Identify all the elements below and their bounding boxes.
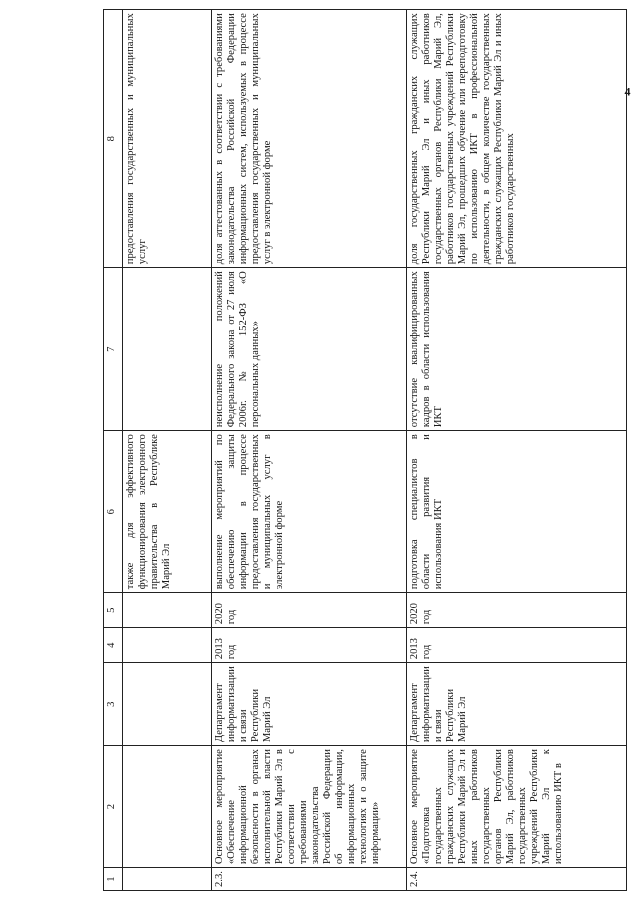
- column-number: 1: [104, 868, 123, 891]
- end-year: 2020 год: [407, 593, 627, 628]
- column-number: 2: [104, 746, 123, 868]
- row-number: [123, 868, 212, 891]
- start-year: 2013 год: [212, 628, 407, 663]
- measure-name: Основное мероприятие «Подготовка государственных гражданских служащих Республики Марий Эл и иных работников государственных органов Республики Марий Эл, работников государственных учреждений Республики Марий Эл к использованию ИКТ в: [407, 746, 627, 868]
- consequences: неисполнение положений Федерального закона от 27 июля 2006г. № 152-ФЗ «О персональных данных»: [212, 268, 407, 431]
- column-number: 8: [104, 10, 123, 268]
- expected-result: подготовка специалистов в области развития и использования ИКТ: [407, 431, 627, 593]
- measure-name: Основное мероприятие «Обеспечение информационной безопасности в органах исполнительной власти Республики Марий Эл в соответствии с требованиями законодательства Российской Федерации об информации, информационных технологиях и о защите информации»: [212, 746, 407, 868]
- table-row: [123, 10, 212, 891]
- consequences: отсутствие квалифицированных кадров в области использования ИКТ: [407, 268, 627, 431]
- page-number: 4: [624, 84, 631, 99]
- table-row: [407, 10, 627, 891]
- indicator-link: доля государственных гражданских служащих Республики Марий Эл и иных работников государственных органов Республики Марий Эл, работников государственных учреждений Республики Марий Эл, прошедших обучение или переподготовку по использованию ИКТ в профессиональной деятельности, в общем количестве государственных гражданских служащих Республики Марий Эл и иных работников государственных: [407, 10, 627, 268]
- end-year: 2020 год: [212, 593, 407, 628]
- row-number: 2.3.: [212, 868, 407, 891]
- measure-name: [123, 746, 212, 868]
- column-number-row: [104, 10, 123, 891]
- consequences: [123, 268, 212, 431]
- row-number: 2.4.: [407, 868, 627, 891]
- responsible-executor: [123, 663, 212, 746]
- table-row: [212, 10, 407, 891]
- responsible-executor: Департамент информатизации и связи Республики Марий Эл: [212, 663, 407, 746]
- responsible-executor: Департамент информатизации и связи Республики Марий Эл: [407, 663, 627, 746]
- column-number: 5: [104, 593, 123, 628]
- start-year: [123, 628, 212, 663]
- column-number: 3: [104, 663, 123, 746]
- expected-result: также для эффективного функционирования электронного правительства в Республике Марий Эл: [123, 431, 212, 593]
- column-number: 7: [104, 268, 123, 431]
- start-year: 2013 год: [407, 628, 627, 663]
- indicator-link: доля аттестованных в соответствии с требованиями законодательства Российской Федерации информационных систем, используемых в процессе предоставления государственных и муниципальных услуг в электронной форме: [212, 10, 407, 268]
- expected-result: выполнение мероприятий по обеспечению защиты информации в процессе предоставления государственных и муниципальных услуг в электронной форме: [212, 431, 407, 593]
- column-number: 4: [104, 628, 123, 663]
- indicator-link: предоставления государственных и муниципальных услуг: [123, 10, 212, 268]
- column-number: 6: [104, 431, 123, 593]
- measures-table: [103, 9, 627, 891]
- end-year: [123, 593, 212, 628]
